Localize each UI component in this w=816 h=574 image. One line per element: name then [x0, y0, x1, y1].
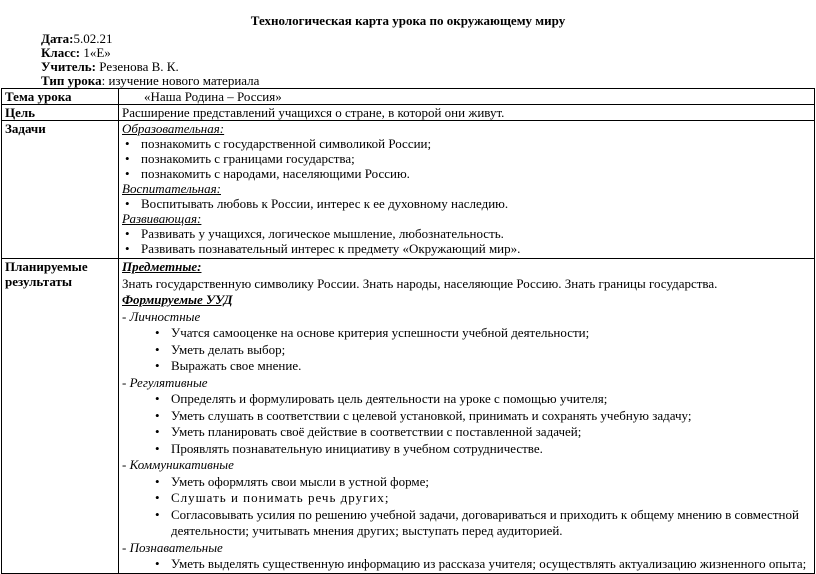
list-item: • Развивать у учащихся, логическое мышление, любознательность. — [122, 226, 811, 241]
date-label: Дата: — [41, 31, 74, 46]
list-item: • Уметь слушать в соответствии с целевой установкой, принимать и сохранять учебную задачу; — [122, 408, 811, 425]
tasks-label: Задачи — [2, 121, 119, 259]
uud-heading: Формируемые УУД — [122, 292, 233, 307]
lesson-table — [1, 88, 815, 574]
date-value: 5.02.21 — [73, 31, 113, 46]
results-label-line2: результаты — [5, 274, 73, 289]
teacher-value: Резенова В. К. — [96, 59, 179, 74]
list-item: • Уметь делать выбор; — [122, 342, 811, 359]
list-item: • Уметь планировать своё действие в соответствии с поставленной задачей; — [122, 424, 811, 441]
class-value: 1«Е» — [80, 45, 111, 60]
lesson-type-label: Тип урока — [41, 73, 102, 88]
list-item: • Определять и формулировать цель деятельности на уроке с помощью учителя; — [122, 391, 811, 408]
teacher-line — [41, 59, 179, 74]
document-title: Технологическая карта урока по окружающему миру — [250, 13, 566, 28]
tasks-row — [2, 121, 815, 259]
upbringing-heading: Воспитательная: — [122, 181, 221, 196]
developing-heading: Развивающая: — [122, 211, 202, 226]
list-item: • познакомить с границами государства; — [122, 151, 811, 166]
teacher-label: Учитель: — [41, 59, 97, 74]
topic-label: Тема урока — [2, 89, 119, 105]
results-label-line1: Планируемые — [5, 259, 88, 274]
communicative-heading: - Коммуникативные — [122, 457, 234, 472]
results-cell — [119, 259, 815, 574]
list-item: • Согласовывать усилия по решению учебной задачи, договариваться и приходить к общему мнению в совместной деятельности; учитывать мнения других; выступать перед аудиторией. — [122, 507, 811, 540]
list-item: • Слушать и понимать речь других; — [122, 490, 811, 507]
results-row — [2, 259, 815, 574]
tasks-cell — [119, 121, 815, 259]
class-line — [41, 45, 111, 60]
list-item: • Уметь оформлять свои мысли в устной форме; — [122, 474, 811, 491]
list-item: • Воспитывать любовь к России, интерес к ее духовному наследию. — [122, 196, 811, 211]
list-item: • Уметь выделять существенную информацию из рассказа учителя; осуществлять актуализацию жизненного опыта; — [122, 556, 811, 573]
list-item: • Учатся самооценке на основе критерия успешности учебной деятельности; — [122, 325, 811, 342]
subject-heading: Предметные: — [122, 259, 202, 274]
results-label — [2, 259, 119, 574]
list-item: • познакомить с государственной символикой России; — [122, 136, 811, 151]
goal-value: Расширение представлений учащихся о стране, в которой они живут. — [119, 105, 815, 121]
list-item: • Проявлять познавательную инициативу в учебном сотрудничестве. — [122, 441, 811, 458]
class-label: Класс: — [41, 45, 81, 60]
date-line — [41, 31, 112, 46]
list-item: • Выражать свое мнение. — [122, 358, 811, 375]
goal-label: Цель — [2, 105, 119, 121]
lesson-type-line — [41, 73, 259, 88]
cognitive-heading: - Познавательные — [122, 539, 223, 555]
personal-heading: - Личностные — [122, 308, 201, 324]
topic-value: «Наша Родина – Россия» — [119, 89, 815, 105]
topic-row — [2, 89, 815, 105]
list-item: • Развивать познавательный интерес к предмету «Окружающий мир». — [122, 241, 811, 256]
list-item: • познакомить с народами, населяющими Россию. — [122, 166, 811, 181]
educational-heading: Образовательная: — [122, 121, 225, 136]
subject-text: Знать государственную символику России. Знать народы, населяющие Россию. Знать границы государства. — [122, 275, 718, 291]
lesson-type-value: : изучение нового материала — [101, 73, 260, 88]
regulatory-heading: - Регулятивные — [122, 374, 208, 390]
goal-row — [2, 105, 815, 121]
